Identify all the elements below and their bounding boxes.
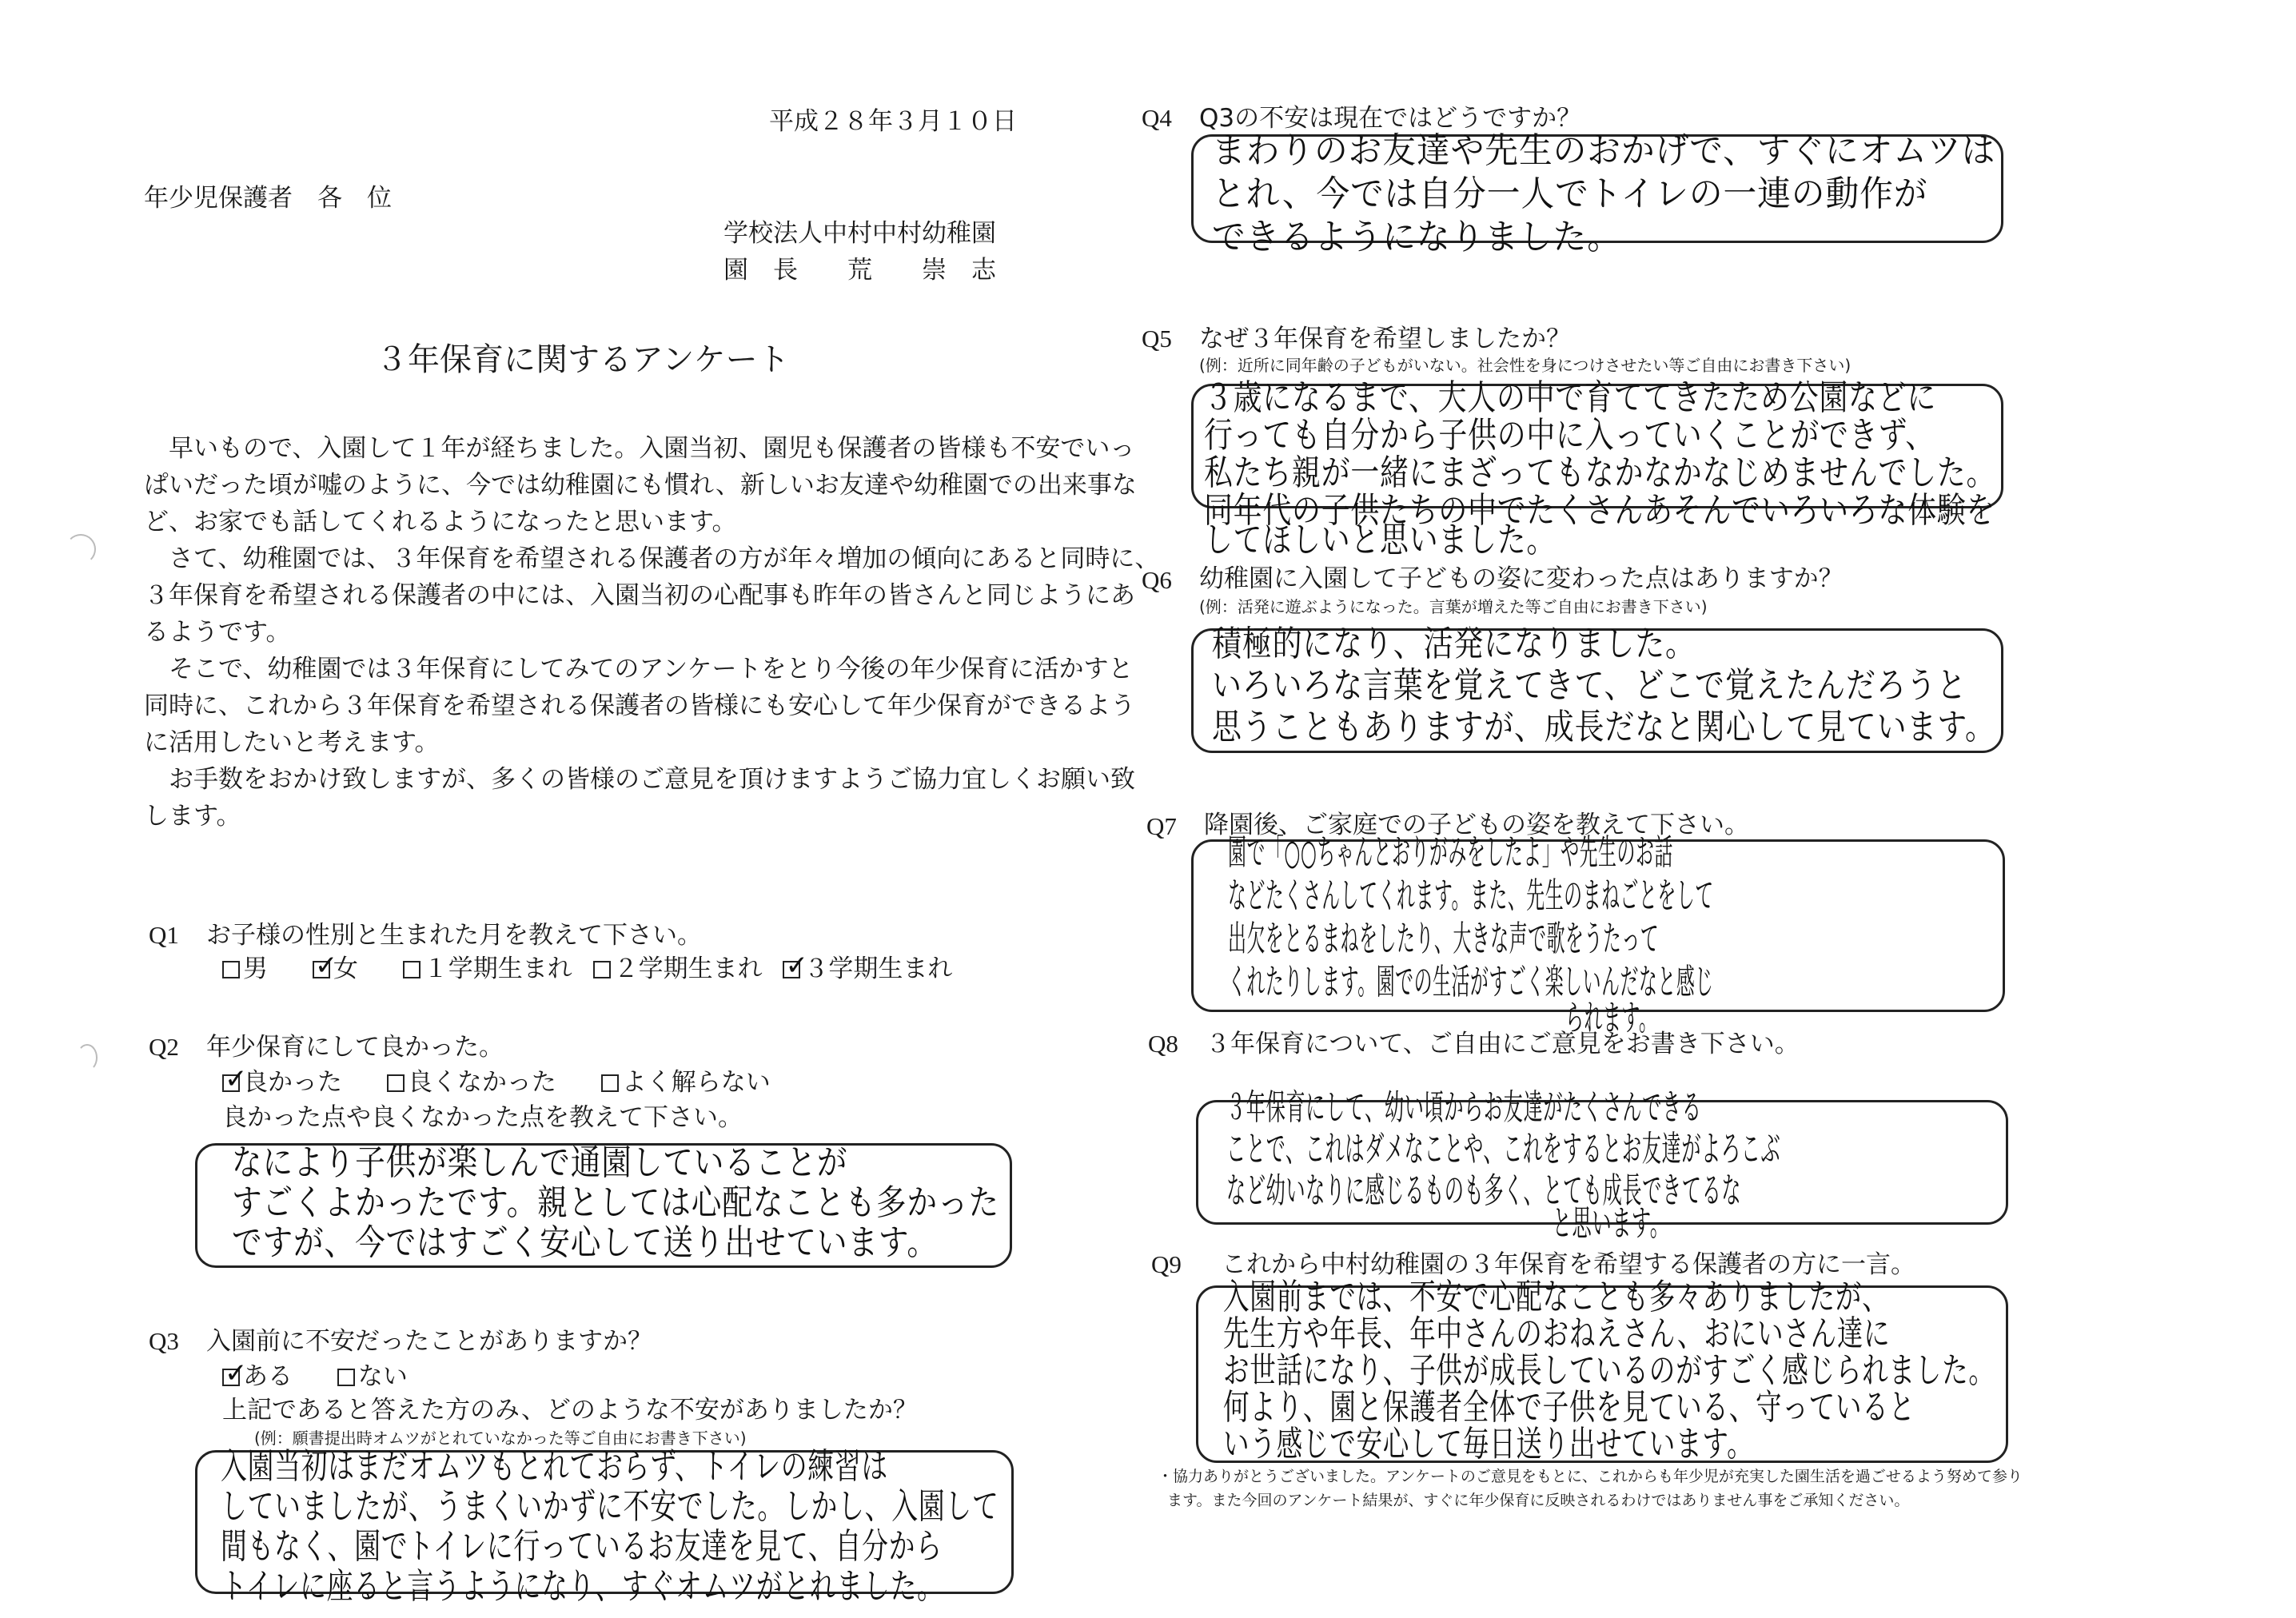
q9-answer [1223,1279,1995,1463]
footer-line: ・協力ありがとうございました。アンケートのご意見をもとに、これからも年少児が充実した園生活を過ごせるよう努めて参り [1158,1468,2023,1485]
checkbox-icon [403,961,421,978]
answer-line: とれ、今では自分一人でトイレの一連の動作が [1212,173,1928,214]
q3-question: 入園前に不安だったことがありますか？ [206,1327,652,1356]
q2-question: 年少保育にして良かった。 [206,1033,504,1062]
q1-number: Q1 [149,921,179,949]
q6-number: Q6 [1142,566,1172,594]
answer-line: など幼いなりに感じるものも多く、とても成長できてるな [1226,1170,1742,1211]
option-term3[interactable]: ✓ ３学期生まれ [783,953,952,985]
answer-line: 園で「○○ちゃんとおりがみをしたよ」や先生のお話 [1228,832,1673,873]
option-female[interactable]: ✓ 女 [313,953,358,985]
option-term2[interactable]: ２学期生まれ [593,953,763,985]
answer-line: いろいろな言葉を覚えてきて、どこで覚えたんだろうと [1212,665,1967,706]
answer-line: ３歳になるまで、大人の中で育ててきたため公園などに [1204,377,1937,418]
q3-number: Q3 [149,1327,179,1355]
q8-question: ３年保育について、ご自由にご意見をお書き下さい。 [1206,1030,1800,1058]
footer-line: ます。また今回のアンケート結果が、すぐに年少保育に反映されるわけではありません事をご承知ください。 [1167,1492,1910,1509]
checkbox-checked-icon [783,961,800,978]
answer-line: してほしいと思いました。 [1204,520,1557,560]
q7-question: 降園後、ご家庭での子どもの姿を教えて下さい。 [1204,811,1749,839]
footer-note [1158,1465,2023,1512]
q5-question: なぜ３年保育を希望しましたか？ [1199,325,1571,353]
checkbox-icon [601,1074,619,1092]
intro-line: さて、幼稚園では、３年保育を希望される保護者の方が年々増加の傾向にあると同時に、 [144,544,1160,573]
intro-line: に活用したいと考えます。 [144,728,440,757]
q4-number: Q4 [1142,104,1172,132]
checkbox-icon [387,1074,405,1092]
q4-question: Q3の不安は現在ではどうですか？ [1199,104,1582,133]
answer-line: 同年代の子供たちの中でたくさんあそんでいろいろな体験を [1204,490,1996,531]
answer-line: ことで、これはダメなことや、これをするとお友達がよろこぶ [1226,1129,1781,1170]
q2-options [222,1066,807,1098]
intro-line: ど、お家でも話してくれるようになったと思います。 [144,508,737,536]
q6-answer [1212,624,1995,748]
q1-options [222,953,989,985]
answer-line: と思います。 [1552,1203,1670,1244]
q1-question: お子様の性別と生まれた月を教えて下さい。 [206,921,702,950]
page-title: ３年保育に関するアンケート [376,341,790,378]
answer-line: 入園前までは、不安で心配なことも多々ありましたが、 [1223,1277,1889,1317]
q3-options [222,1361,444,1393]
intro-line: お手数をおかけ致しますが、多くの皆様のご意見を頂けますようご協力宜しくお願い致 [144,765,1135,794]
q3-example: (例：願書提出時オムツがとれていなかった等ご自由にお書き下さい) [254,1429,747,1448]
checkbox-icon [593,961,611,978]
q5-answer [1204,377,1996,560]
option-term1[interactable]: １学期生まれ [403,953,572,985]
checkbox-checked-icon [313,961,330,978]
q6-example: (例：活発に遊ぶようになった。言葉が増えた等ご自由にお書き下さい) [1199,597,1708,616]
intro-line: 同時に、これから３年保育を希望される保護者の皆様にも安心して年少保育ができるよう [144,691,1135,720]
q3-subquestion: 上記であると答えた方のみ、どのような不安がありましたか？ [222,1396,918,1425]
q9-number: Q9 [1151,1250,1182,1278]
answer-line: できるようになりました。 [1212,217,1621,257]
answer-line: 先生方や年長、年中さんのおねえさん、おにいさん達に [1223,1313,1891,1354]
answer-line: 間もなく、園でトイレに行っているお友達を見て、自分から [221,1526,943,1567]
answer-line: などたくさんしてくれます。また、先生のまねごとをして [1228,875,1714,916]
option-good[interactable]: ✓良かった [222,1066,342,1098]
intro-line: 早いもので、入園して１年が経ちました。入園当初、園児も保護者の皆様も不安でいっ [144,434,1135,463]
answer-line: 行っても自分から子供の中に入っていくことができず、 [1204,415,1935,456]
intro-line: ぱいだった頃が嘘のように、今では幼稚園にも慣れ、新しいお友達や幼稚園での出来事な [144,471,1137,500]
answer-line: 出欠をとるまねをしたり、大きな声で歌をうたって [1228,919,1660,959]
answer-line: お世話になり、子供が成長しているのがすごく感じられました。 [1223,1350,1995,1391]
answer-line: 思うこともありますが、成長だなと関心して見ています。 [1212,707,1995,747]
checkbox-icon [337,1369,355,1386]
answer-line: なにより子供が楽しんで通園していることが [232,1142,848,1183]
answer-line: 入園当初はまだオムツもとれておらず、トイレの練習は [221,1446,888,1487]
q7-number: Q7 [1146,812,1177,840]
principal-name: 園 長 荒 崇 志 [723,256,996,285]
addressee: 年少児保護者 各 位 [144,184,392,213]
option-yes[interactable]: ✓ある [222,1361,293,1393]
option-not-good[interactable]: 良くなかった [387,1066,556,1098]
option-no[interactable]: ない [337,1361,408,1393]
intro-paragraph [144,430,1159,835]
option-male[interactable]: 男 [222,953,268,985]
q5-example: (例：近所に同年齢の子どもがいない。社会性を身につけさせたい等ご自由にお書き下さい) [1199,356,1852,375]
intro-line: そこで、幼稚園では３年保育にしてみてのアンケートをとり今後の年少保育に活かすと [144,655,1134,683]
checkbox-icon [222,961,240,978]
answer-line: トイレに座ると言うようになり、すぐオムツがとれました。 [221,1566,944,1607]
q3-answer [221,1447,999,1607]
q9-question: これから中村幼稚園の３年保育を希望する保護者の方に一言。 [1222,1250,1915,1279]
intro-line: るようです。 [144,618,291,647]
answer-line: まわりのお友達や先生のおかげで、すぐにオムツは [1212,130,1996,171]
answer-line: られます。 [1565,998,1658,1038]
answer-line: 積極的になり、活発になりました。 [1212,624,1696,664]
q5-number: Q5 [1142,325,1172,353]
answer-line: ３年保育にして、幼い頃からお友達がたくさんできる [1226,1087,1702,1128]
school-name: 学校法人中村中村幼稚園 [723,219,996,248]
checkbox-checked-icon [222,1369,240,1386]
checkbox-checked-icon [222,1074,240,1092]
q6-question: 幼稚園に入園して子どもの姿に変わった点はありますか？ [1199,564,1844,593]
answer-line: 何より、園と保護者全体で子供を見ている、守っていると [1223,1387,1915,1428]
intro-line: します。 [144,802,241,831]
q2-number: Q2 [149,1033,179,1061]
answer-line: ですが、今ではすごく安心して送り出せています。 [232,1222,938,1263]
q8-number: Q8 [1148,1030,1178,1058]
q2-subquestion: 良かった点や良くなかった点を教えて下さい。 [222,1103,743,1132]
binder-hole-mark [66,534,96,564]
answer-line: くれたりします。園での生活がすごく楽しいんだなと感じ [1228,962,1714,1002]
binder-hole-mark [77,1044,98,1071]
q4-answer [1212,130,1995,259]
q7-answer [1228,831,1714,1038]
intro-line: ３年保育を希望される保護者の中には、入園当初の心配事も昨年の皆さんと同じようにあ [144,581,1135,610]
answer-line: いう感じで安心して毎日送り出せています。 [1223,1424,1754,1465]
document-date: 平成２８年３月１０日 [769,107,1017,136]
answer-line: すごくよかったです。親としては心配なことも多かった [232,1182,999,1223]
answer-line: していましたが、うまくいかずに不安でした。しかし、入園して [221,1486,999,1527]
answer-line: 私たち親が一緒にまざってもなかなかなじめませんでした。 [1204,452,1996,493]
q2-answer [232,1143,999,1263]
option-unsure[interactable]: よく解らない [601,1066,771,1098]
q8-answer [1226,1087,1781,1244]
